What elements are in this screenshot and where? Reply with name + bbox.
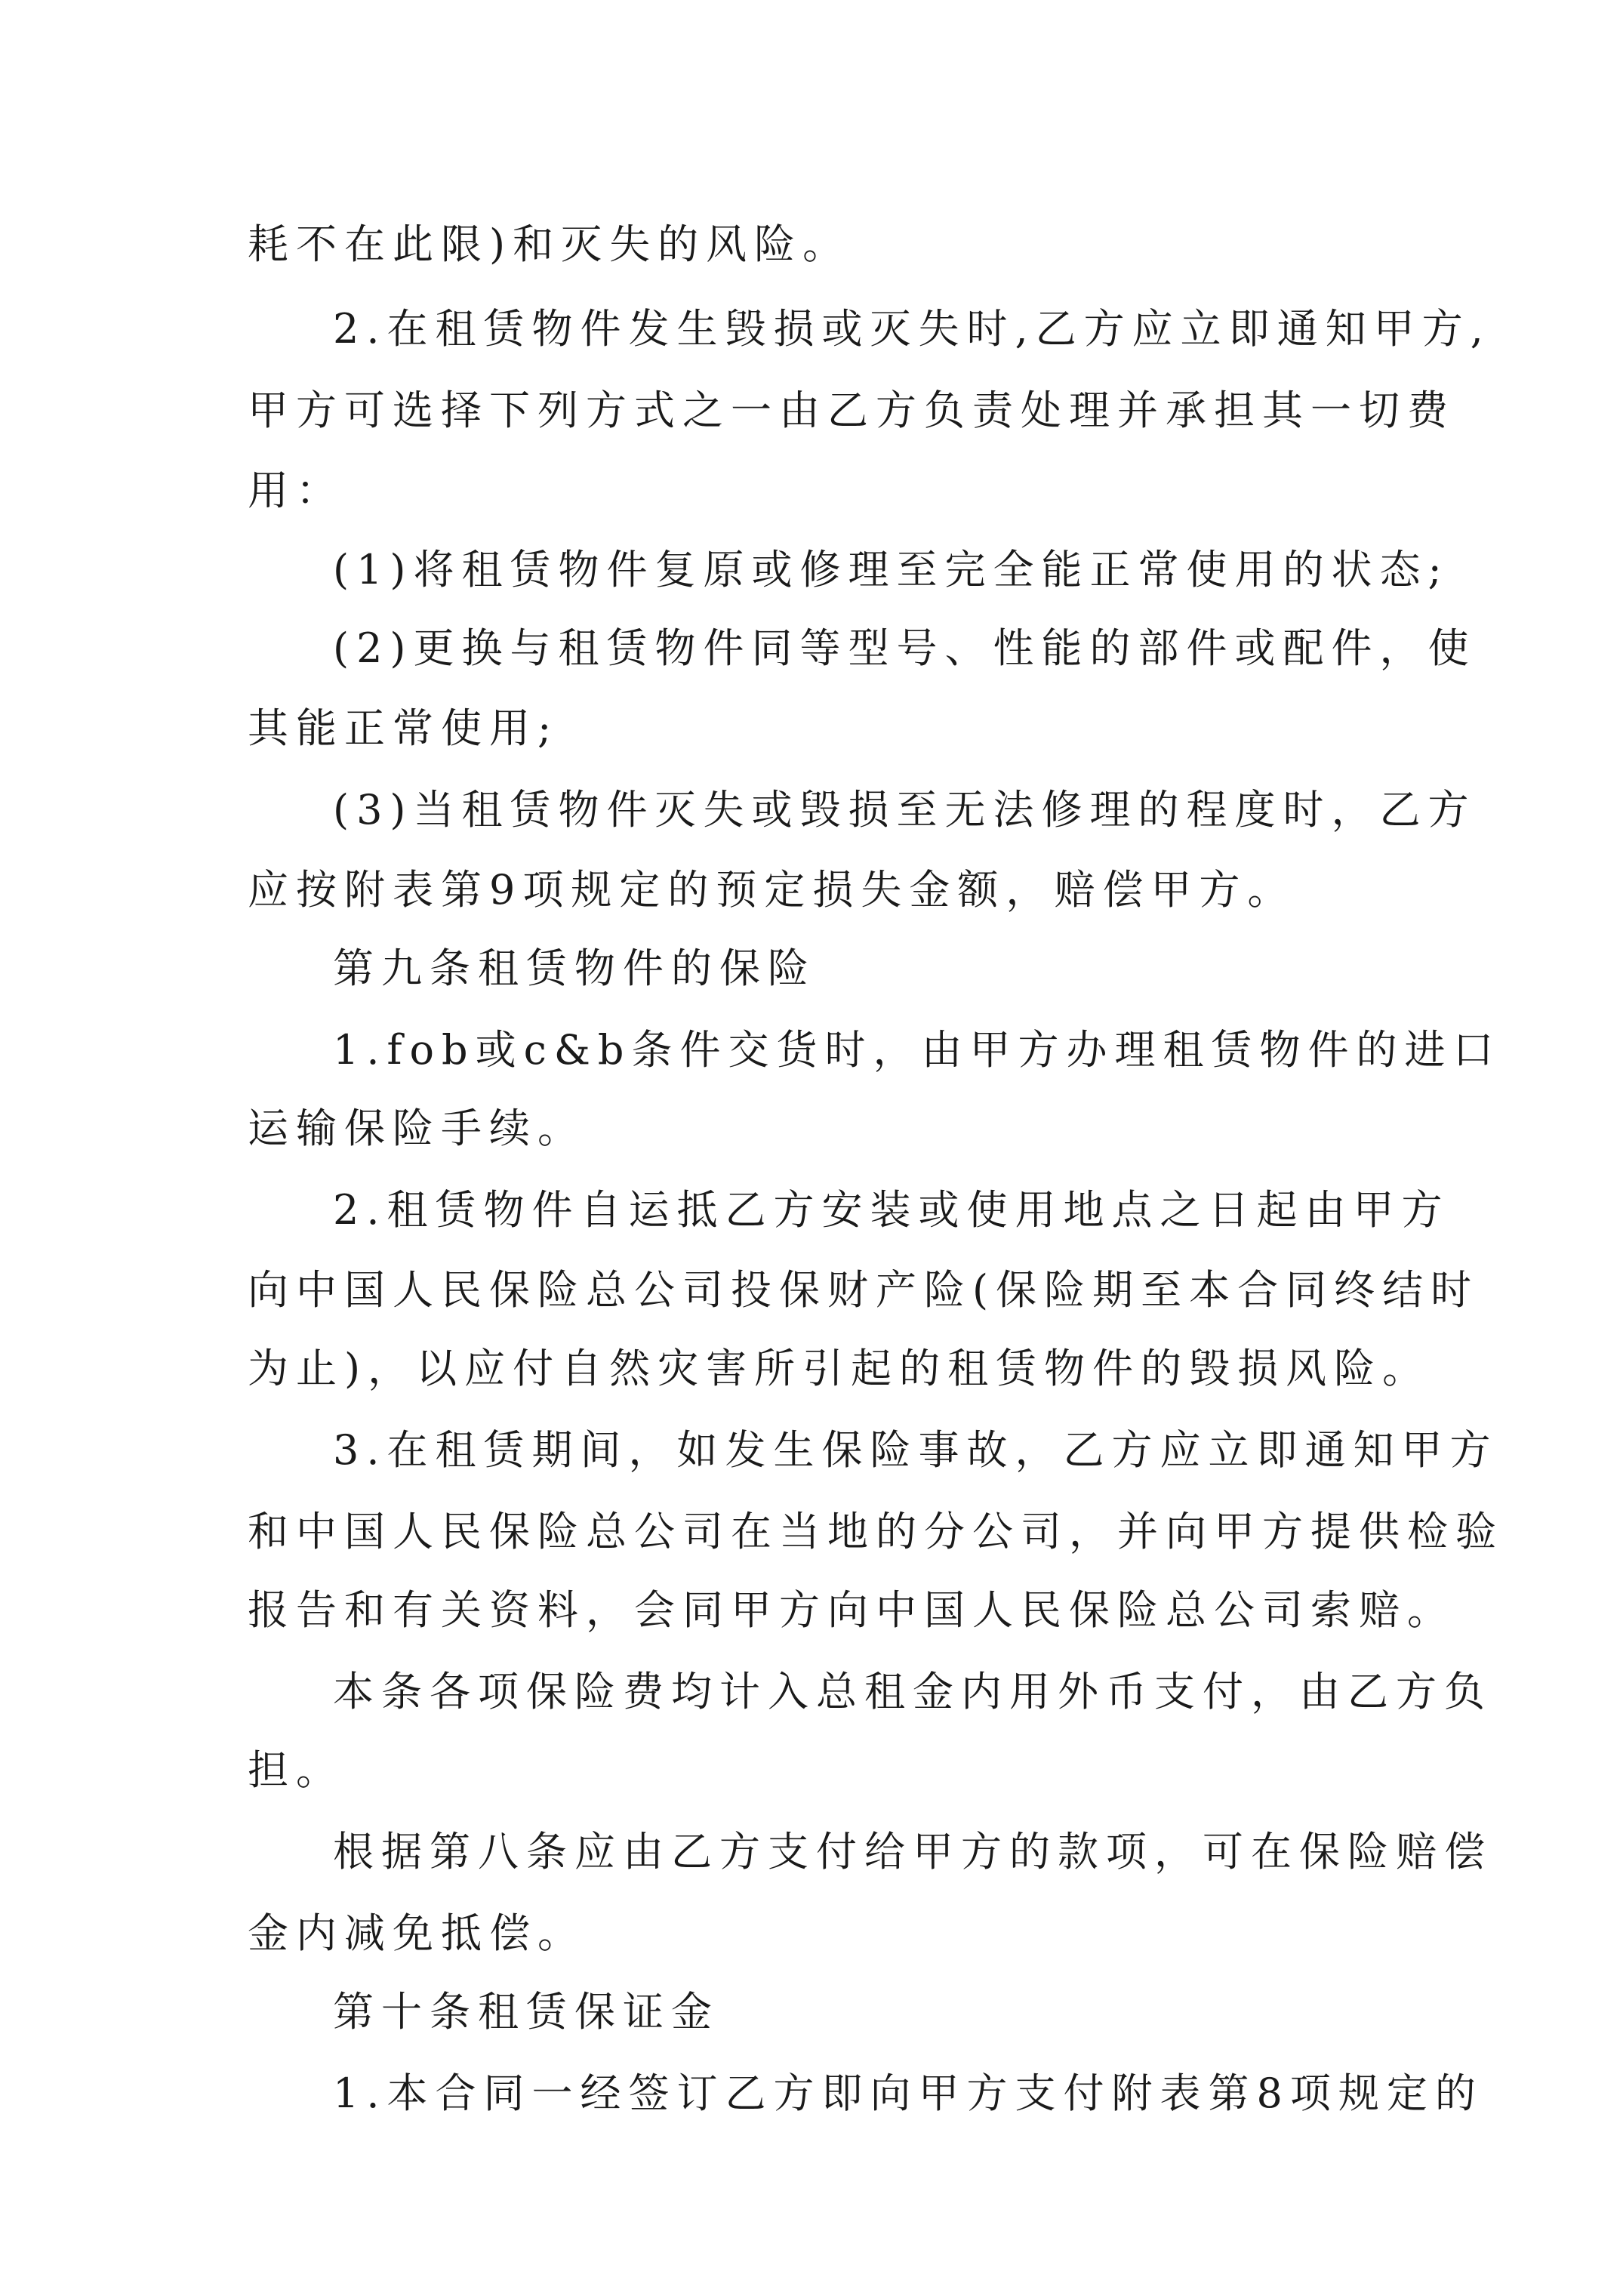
text-line: 运输保险手续。 [248, 1105, 586, 1152]
text-line: 应按附表第9项规定的预定损失金额，赔偿甲方。 [248, 866, 1296, 914]
text-line: 金内减免抵偿。 [248, 1909, 586, 1957]
text-line: 向中国人民保险总公司投保财产险(保险期至本合同终结时 [248, 1266, 1480, 1314]
text-line: 1.本合同一经签订乙方即向甲方支付附表第8项规定的 [333, 2069, 1483, 2117]
text-line: 3.在租赁期间，如发生保险事故，乙方应立即通知甲方 [333, 1426, 1498, 1474]
text-line: 根据第八条应由乙方支付给甲方的款项，可在保险赔偿 [333, 1828, 1492, 1875]
section-heading: 第十条租赁保证金 [333, 1988, 719, 2036]
text-line: 报告和有关资料，会同甲方向中国人民保险总公司索赔。 [248, 1586, 1455, 1634]
text-line: 和中国人民保险总公司在当地的分公司，并向甲方提供检验 [248, 1508, 1504, 1555]
text-line: 甲方可选择下列方式之一由乙方负责处理并承担其一切费 [248, 387, 1455, 434]
text-line: 担。 [248, 1746, 344, 1794]
text-line: 用： [248, 467, 344, 514]
text-line: 为止)，以应付自然灾害所引起的租赁物件的毁损风险。 [248, 1345, 1431, 1392]
text-line: 2.在租赁物件发生毁损或灭失时,乙方应立即通知甲方, [333, 305, 1491, 353]
text-line: 其能正常使用; [248, 704, 559, 752]
text-line: 本条各项保险费均计入总租金内用外币支付，由乙方负 [333, 1668, 1492, 1715]
text-line: (2)更换与租赁物件同等型号、性能的部件或配件，使 [333, 624, 1477, 672]
text-line: 2.租赁物件自运抵乙方安装或使用地点之日起由甲方 [333, 1186, 1450, 1234]
text-line: (3)当租赁物件灭失或毁损至无法修理的程度时，乙方 [333, 786, 1477, 834]
section-heading: 第九条租赁物件的保险 [333, 945, 816, 992]
text-line: (1)将租赁物件复原或修理至完全能正常使用的状态; [333, 546, 1449, 593]
text-line: 耗不在此限)和灭失的风险。 [248, 220, 852, 268]
text-line: 1.fob或c&b条件交货时，由甲方办理租赁物件的进口 [333, 1026, 1501, 1074]
